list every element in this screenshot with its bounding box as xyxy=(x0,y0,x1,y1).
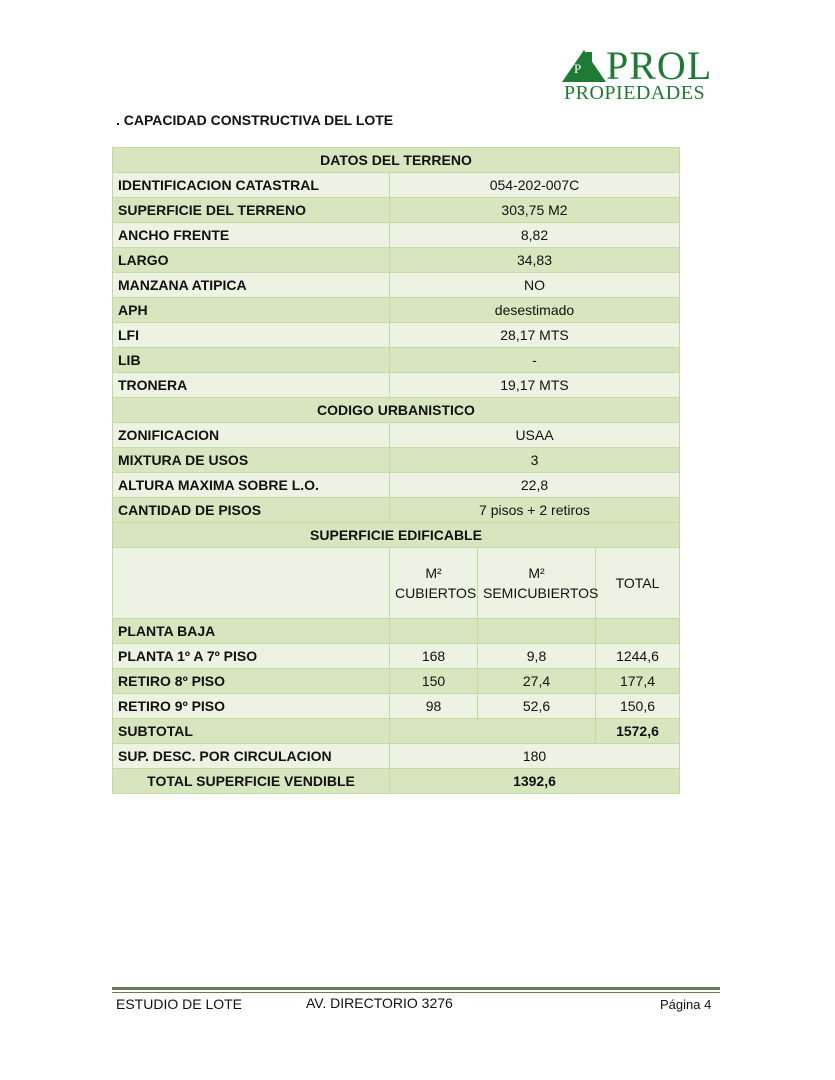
section-title: . CAPACIDAD CONSTRUCTIVA DEL LOTE xyxy=(116,112,394,128)
subtotal-value: 1572,6 xyxy=(596,719,680,744)
logo-sub-text: PROPIEDADES xyxy=(564,82,706,104)
table-row xyxy=(113,694,680,719)
row-label: PLANTA BAJA xyxy=(113,619,390,644)
col-unit: M² xyxy=(425,565,442,581)
col-header-cubiertos xyxy=(390,548,478,619)
row-label: PLANTA 1º A 7º PISO xyxy=(113,644,390,669)
table-row xyxy=(113,423,680,448)
section-header: SUPERFICIE EDIFICABLE xyxy=(113,523,680,548)
row-label: APH xyxy=(113,298,390,323)
row-value: desestimado xyxy=(390,298,680,323)
row-value: USAA xyxy=(390,423,680,448)
footer-left: ESTUDIO DE LOTE xyxy=(116,996,243,1012)
subtotal-row xyxy=(113,719,680,744)
col-name: SEMICUBIERTOS xyxy=(483,585,599,601)
row-value: 34,83 xyxy=(390,248,680,273)
table-row xyxy=(113,498,680,523)
col-unit: M² xyxy=(528,565,545,581)
capacidad-table xyxy=(112,147,680,794)
section-header: CODIGO URBANISTICO xyxy=(113,398,680,423)
table-row xyxy=(113,298,680,323)
table-row xyxy=(113,669,680,694)
semicubiertos-cell xyxy=(478,619,596,644)
total-cell: 1244,6 xyxy=(596,644,680,669)
semicubiertos-cell: 27,4 xyxy=(478,669,596,694)
row-value: - xyxy=(390,348,680,373)
row-value: 22,8 xyxy=(390,473,680,498)
circulacion-row xyxy=(113,744,680,769)
table-row xyxy=(113,619,680,644)
page-number: Página 4 xyxy=(660,997,712,1012)
table-row xyxy=(113,473,680,498)
table-row xyxy=(113,223,680,248)
logo-main-text: PROL xyxy=(606,43,713,88)
logo-mark: P xyxy=(574,61,582,76)
vendible-value: 1392,6 xyxy=(390,769,680,794)
row-value: 28,17 MTS xyxy=(390,323,680,348)
empty-cell xyxy=(390,719,596,744)
section-header: DATOS DEL TERRENO xyxy=(113,148,680,173)
table-row xyxy=(113,248,680,273)
section-header-row xyxy=(113,398,680,423)
semicubiertos-cell: 52,6 xyxy=(478,694,596,719)
footer-divider-thin xyxy=(112,992,720,993)
row-value: 054-202-007C xyxy=(390,173,680,198)
row-value: NO xyxy=(390,273,680,298)
prol-logo xyxy=(562,43,722,106)
vendible-row xyxy=(113,769,680,794)
row-value: 303,75 M2 xyxy=(390,198,680,223)
table-row xyxy=(113,273,680,298)
column-header-row xyxy=(113,548,680,619)
circulacion-label: SUP. DESC. POR CIRCULACION xyxy=(113,744,390,769)
row-value: 19,17 MTS xyxy=(390,373,680,398)
row-label: LARGO xyxy=(113,248,390,273)
row-label: ALTURA MAXIMA SOBRE L.O. xyxy=(113,473,390,498)
row-label: TRONERA xyxy=(113,373,390,398)
row-label: MIXTURA DE USOS xyxy=(113,448,390,473)
footer-address: AV. DIRECTORIO 3276 xyxy=(306,995,453,1011)
semicubiertos-cell: 9,8 xyxy=(478,644,596,669)
subtotal-label: SUBTOTAL xyxy=(113,719,390,744)
row-label: LFI xyxy=(113,323,390,348)
table-row xyxy=(113,348,680,373)
col-name: CUBIERTOS xyxy=(395,585,477,601)
row-value: 8,82 xyxy=(390,223,680,248)
row-label: ANCHO FRENTE xyxy=(113,223,390,248)
col-header-total: TOTAL xyxy=(596,548,680,619)
col-header-semicubiertos xyxy=(478,548,599,619)
row-label: ZONIFICACION xyxy=(113,423,390,448)
vendible-label: TOTAL SUPERFICIE VENDIBLE xyxy=(113,769,390,794)
row-label: LIB xyxy=(113,348,390,373)
cubiertos-cell: 150 xyxy=(390,669,478,694)
table-row xyxy=(113,198,680,223)
cubiertos-cell: 168 xyxy=(390,644,478,669)
row-value: 7 pisos + 2 retiros xyxy=(390,498,680,523)
cubiertos-cell: 98 xyxy=(390,694,478,719)
blank-header-cell xyxy=(113,548,390,619)
table-row xyxy=(113,373,680,398)
table-row xyxy=(113,644,680,669)
row-label: RETIRO 8º PISO xyxy=(113,669,390,694)
cubiertos-cell xyxy=(390,619,478,644)
row-label: MANZANA ATIPICA xyxy=(113,273,390,298)
row-label: RETIRO 9º PISO xyxy=(113,694,390,719)
row-value: 3 xyxy=(390,448,680,473)
footer-divider xyxy=(112,987,720,990)
table-row xyxy=(113,323,680,348)
house-logo-icon xyxy=(562,48,606,84)
table-row xyxy=(113,448,680,473)
row-label: IDENTIFICACION CATASTRAL xyxy=(113,173,390,198)
row-label: CANTIDAD DE PISOS xyxy=(113,498,390,523)
total-cell: 177,4 xyxy=(596,669,680,694)
section-header-row xyxy=(113,148,680,173)
section-header-row xyxy=(113,523,680,548)
total-cell: 150,6 xyxy=(596,694,680,719)
row-label: SUPERFICIE DEL TERRENO xyxy=(113,198,390,223)
table-row xyxy=(113,173,680,198)
circulacion-value: 180 xyxy=(390,744,680,769)
total-cell xyxy=(596,619,680,644)
